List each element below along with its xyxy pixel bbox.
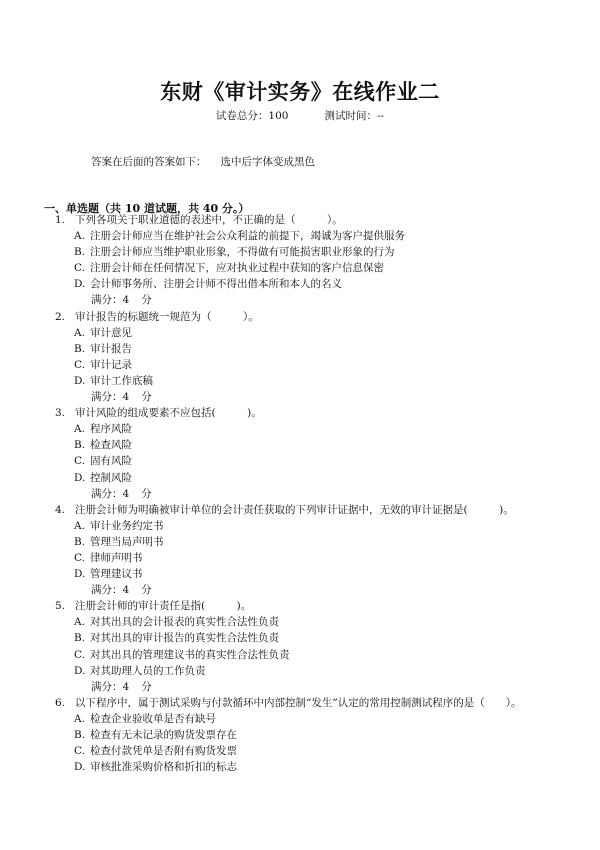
score-unit: 分 (141, 391, 152, 404)
option-letter: D. (74, 374, 86, 387)
option-text: 律师声明书 (90, 551, 143, 564)
question-number: 3. (55, 407, 66, 420)
option-letter: A. (74, 616, 85, 629)
option-d[interactable] (0, 663, 600, 679)
option-b[interactable] (0, 244, 600, 260)
question-score (0, 582, 600, 598)
score-unit: 分 (141, 680, 152, 693)
question-number: 4. (55, 503, 66, 516)
option-text: 对其出具的管理建议书的真实性合法性负责 (90, 648, 290, 661)
option-c[interactable] (0, 260, 600, 276)
question-number: 2. (55, 310, 66, 323)
score-label: 满分：4 (91, 487, 130, 500)
option-letter: A. (74, 423, 85, 436)
option-text: 对其出具的会计报表的真实性合法性负责 (90, 616, 279, 629)
option-text: 审计业务约定书 (90, 519, 164, 532)
option-letter: C. (74, 551, 85, 564)
score-label: 满分：4 (91, 680, 130, 693)
option-text: 管理当局声明书 (90, 535, 164, 548)
question-score (0, 292, 600, 308)
option-c[interactable] (0, 453, 600, 469)
question-text: 注册会计师的审计责任是指( )。 (75, 600, 252, 613)
option-b[interactable] (0, 630, 600, 646)
question-2 (0, 309, 600, 406)
answer-note-text: 答案在后面的答案如下： (91, 156, 207, 168)
option-d[interactable] (0, 373, 600, 389)
question-stem (0, 405, 600, 421)
option-letter: B. (74, 342, 86, 355)
option-letter: C. (74, 262, 85, 275)
option-letter: D. (74, 568, 86, 581)
option-letter: D. (74, 761, 86, 774)
option-letter: B. (74, 535, 86, 548)
option-letter: D. (74, 278, 86, 291)
option-letter: B. (74, 246, 86, 259)
question-stem (0, 598, 600, 614)
score-label: 满分：4 (91, 294, 130, 307)
option-a[interactable] (0, 711, 600, 727)
option-letter: C. (74, 648, 85, 661)
question-number: 5. (55, 600, 66, 613)
test-time-label: 测试时间：-- (324, 110, 385, 122)
question-stem (0, 695, 600, 711)
option-text: 对其助理人员的工作负责 (90, 664, 206, 677)
option-c[interactable] (0, 550, 600, 566)
option-d[interactable] (0, 470, 600, 486)
option-text: 检查企业验收单是否有缺号 (90, 712, 216, 725)
option-text: 程序风险 (90, 423, 132, 436)
option-text: 审核批准采购价格和折扣的标志 (90, 761, 237, 774)
option-b[interactable] (0, 341, 600, 357)
option-letter: B. (74, 439, 86, 452)
question-4 (0, 502, 600, 599)
question-score (0, 679, 600, 695)
option-text: 控制风险 (90, 471, 132, 484)
question-stem (0, 502, 600, 518)
question-number: 1. (55, 214, 66, 226)
total-score-label: 试卷总分：100 (215, 110, 289, 122)
question-text: 注册会计师为明确被审计单位的会计责任获取的下列审计证据中，无效的审计证据是( )。 (75, 503, 514, 516)
option-text: 注册会计师应当在维护社会公众利益的前提下，竭诚为客户提供服务 (90, 230, 405, 243)
option-letter: A. (74, 326, 85, 339)
question-number: 6. (55, 696, 66, 709)
option-text: 固有风险 (90, 455, 132, 468)
option-text: 审计意见 (90, 326, 132, 339)
score-unit: 分 (141, 487, 152, 500)
option-text: 会计师事务所、注册会计师不得出借本所和本人的名义 (90, 278, 342, 291)
option-a[interactable] (0, 518, 600, 534)
option-d[interactable] (0, 276, 600, 292)
option-b[interactable] (0, 534, 600, 550)
answer-note (91, 154, 315, 169)
option-c[interactable] (0, 647, 600, 663)
question-6 (0, 695, 600, 775)
question-list (0, 212, 600, 775)
question-text: 审计风险的组成要素不应包括( )。 (75, 407, 262, 420)
section-heading: 一、单选题（共 10 道试题，共 40 分。） (44, 202, 250, 215)
question-score (0, 389, 600, 405)
question-text: 以下程序中，属于测试采购与付款循环中内部控制“发生”认定的常用控制测试程序的是（ ）。 (75, 696, 522, 709)
question-stem (0, 212, 600, 228)
option-text: 检查有无未记录的购货发票存在 (90, 729, 237, 741)
exam-meta (0, 108, 600, 123)
option-letter: C. (74, 455, 85, 468)
option-b[interactable] (0, 727, 600, 743)
question-text: 下列各项关于职业道德的表述中，不正确的是（ ）。 (75, 214, 343, 226)
score-unit: 分 (141, 584, 152, 597)
option-letter: D. (74, 664, 86, 677)
page-title: 东财《审计实务》在线作业二 (160, 80, 440, 104)
option-a[interactable] (0, 614, 600, 630)
option-c[interactable] (0, 357, 600, 373)
option-letter: B. (74, 632, 86, 645)
question-5 (0, 598, 600, 695)
option-d[interactable] (0, 566, 600, 582)
option-letter: C. (74, 358, 85, 371)
option-b[interactable] (0, 437, 600, 453)
option-letter: D. (74, 471, 86, 484)
question-3 (0, 405, 600, 502)
option-text: 管理建议书 (90, 568, 143, 581)
option-letter: A. (74, 519, 85, 532)
option-text: 注册会计师在任何情况下，应对执业过程中获知的客户信息保密 (90, 262, 384, 275)
option-text: 审计工作底稿 (90, 374, 153, 387)
question-score (0, 486, 600, 502)
question-1 (0, 212, 600, 309)
answer-note-hint: 选中后字体变成黑色 (220, 156, 315, 168)
question-stem (0, 309, 600, 325)
score-unit: 分 (141, 294, 152, 307)
option-letter: A. (74, 230, 85, 243)
option-text: 注册会计师应当维护职业形象，不得做有可能损害职业形象的行为 (90, 246, 395, 259)
option-text: 审计记录 (90, 358, 132, 371)
score-label: 满分：4 (91, 584, 130, 597)
option-text: 审计报告 (90, 342, 132, 355)
option-letter: C. (74, 745, 85, 758)
option-letter: B. (74, 729, 86, 741)
option-a[interactable] (0, 228, 600, 244)
option-letter: A. (74, 712, 85, 725)
option-a[interactable] (0, 421, 600, 437)
option-d[interactable] (0, 759, 600, 775)
option-a[interactable] (0, 325, 600, 341)
question-text: 审计报告的标题统一规范为（ ）。 (75, 310, 259, 323)
score-label: 满分：4 (91, 391, 130, 404)
option-text: 检查付款凭单是否附有购货发票 (90, 745, 237, 758)
option-text: 检查风险 (90, 439, 132, 452)
option-text: 对其出具的审计报告的真实性合法性负责 (90, 632, 279, 645)
option-c[interactable] (0, 743, 600, 759)
